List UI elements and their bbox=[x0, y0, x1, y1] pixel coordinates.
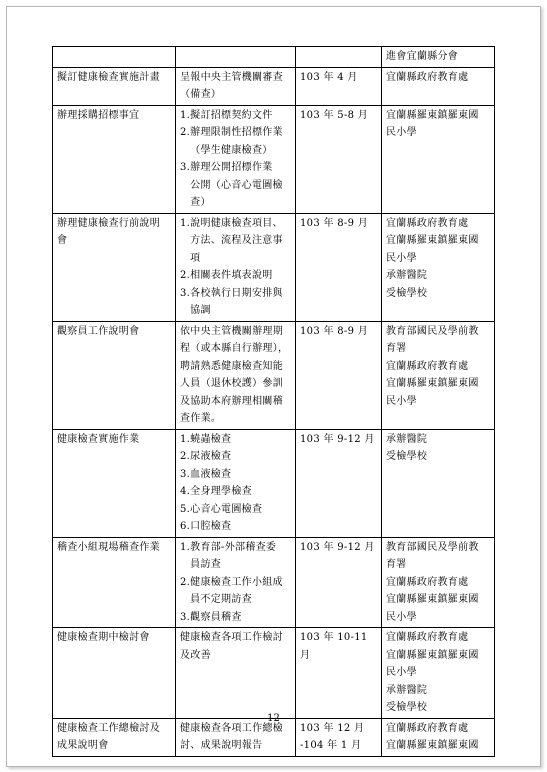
list-item-text bbox=[190, 267, 291, 285]
period-cell-line: 103 年 9-12 月 bbox=[300, 433, 375, 445]
units-cell-line: 受檢學校 bbox=[386, 451, 428, 462]
units-cell-line: 宜蘭縣羅東鎮羅東國 bbox=[386, 109, 479, 121]
units-cell-line: 承辦醫院 bbox=[386, 684, 428, 696]
list-item-line: 觀察員稽查 bbox=[190, 611, 242, 623]
content-list-item bbox=[180, 215, 291, 268]
table-row bbox=[53, 537, 495, 628]
list-item-text bbox=[190, 285, 291, 320]
task-cell bbox=[53, 67, 176, 105]
content-line: 查作業。 bbox=[180, 413, 222, 424]
list-item-line: 辦理公開招標作業 bbox=[190, 162, 273, 173]
content-line: 呈報中央主管機關審查 bbox=[180, 71, 283, 83]
content-list-item bbox=[180, 466, 291, 484]
list-item-number: 2. bbox=[180, 127, 191, 138]
table-row bbox=[53, 105, 495, 213]
content-list-item bbox=[180, 124, 291, 159]
list-item-number: 3. bbox=[180, 468, 191, 480]
period-cell bbox=[296, 213, 382, 321]
task-cell-line: 會 bbox=[57, 235, 68, 246]
units-cell bbox=[382, 429, 495, 537]
task-cell-line: 稽查小組現場稽查作業 bbox=[57, 541, 160, 553]
units-cell-line: 教育部國民及學前教 bbox=[386, 325, 479, 337]
list-item-line: 健康檢查工作小組成 bbox=[190, 576, 283, 588]
list-item-line: 教育部-外部稽查委 bbox=[190, 541, 277, 553]
units-cell-line: 宜蘭縣政府教育處 bbox=[386, 632, 469, 643]
content-list-item bbox=[180, 107, 291, 125]
content-line: 健康檢查各項工作總檢 bbox=[180, 722, 283, 734]
list-item-line: 方法、流程及注意事 bbox=[190, 235, 283, 246]
list-item-line: 擬訂招標契約文件 bbox=[190, 109, 273, 121]
list-item-line: 口腔檢查 bbox=[190, 521, 232, 532]
table-row bbox=[53, 429, 495, 537]
units-cell-line: 育署 bbox=[386, 343, 407, 354]
list-item-line: 尿液檢查 bbox=[190, 451, 232, 462]
period-cell-line: 103 年 4 月 bbox=[300, 71, 358, 83]
units-cell-line: 教育部國民及學前教 bbox=[386, 541, 479, 553]
units-cell-line: 民小學 bbox=[386, 395, 417, 407]
units-cell bbox=[382, 67, 495, 105]
content-cell bbox=[176, 537, 296, 628]
task-cell-line: 觀察員工作說明會 bbox=[57, 325, 140, 337]
content-list-item bbox=[180, 285, 291, 320]
units-cell-line: 宜蘭縣政府教育處 bbox=[386, 576, 469, 588]
units-cell-line: 宜蘭縣羅東鎮羅東國 bbox=[386, 740, 479, 751]
units-cell-line: 育署 bbox=[386, 559, 407, 570]
content-list-item bbox=[180, 448, 291, 466]
period-cell bbox=[296, 105, 382, 213]
list-item-line: 辦理限制性招標作業 bbox=[190, 127, 283, 138]
units-cell bbox=[382, 537, 495, 628]
list-item-text bbox=[190, 574, 291, 609]
list-item-number: 3. bbox=[180, 287, 191, 299]
units-cell-line: 宜蘭縣政府教育處 bbox=[386, 722, 469, 734]
content-line: 健康檢查各項工作檢討 bbox=[180, 632, 283, 643]
list-item-text bbox=[190, 501, 291, 519]
list-item-text bbox=[190, 431, 291, 449]
content-line: 人員（退休校護）參訓 bbox=[180, 378, 283, 389]
list-item-text bbox=[190, 215, 291, 268]
units-cell-line: 民小學 bbox=[386, 611, 417, 623]
units-cell-line: 宜蘭縣政府教育處 bbox=[386, 360, 469, 372]
period-cell-line: 103 年 8-9 月 bbox=[300, 325, 369, 337]
list-item-line: 蟯蟲檢查 bbox=[190, 433, 232, 445]
content-line: 程（或本縣自行辦理）， bbox=[180, 343, 289, 354]
content-line: 討、成果說明報告 bbox=[180, 740, 263, 751]
list-item-number: 2. bbox=[180, 576, 191, 588]
content-list-item bbox=[180, 431, 291, 449]
units-cell bbox=[382, 213, 495, 321]
content-line: 聘請熟悉健康檢查知能 bbox=[180, 360, 283, 372]
list-item-number: 1. bbox=[180, 217, 191, 229]
task-cell bbox=[53, 429, 176, 537]
units-cell-line: 承辦醫院 bbox=[386, 270, 428, 281]
period-cell-line: 103 年 9-12 月 bbox=[300, 541, 375, 553]
list-item-number: 1. bbox=[180, 433, 191, 445]
page-number: 12 bbox=[267, 713, 280, 724]
units-cell bbox=[382, 321, 495, 429]
task-cell-line: 擬訂健康檢查實施計畫 bbox=[57, 71, 160, 83]
list-item-text bbox=[190, 124, 291, 159]
header-cell-units: 進會宜蘭縣分會 bbox=[382, 47, 495, 68]
list-item-text bbox=[190, 107, 291, 125]
list-item-line: 說明健康檢查項目、 bbox=[190, 217, 283, 229]
period-cell-line: 103 年 5-8 月 bbox=[300, 109, 369, 121]
list-item-line: 員不定期訪查 bbox=[190, 594, 252, 605]
units-cell-line: 受檢學校 bbox=[386, 287, 428, 299]
units-cell-line: 民小學 bbox=[386, 127, 417, 138]
content-cell bbox=[176, 213, 296, 321]
task-cell-line: 健康檢查工作總檢討及 bbox=[57, 722, 160, 734]
content-cell bbox=[176, 321, 296, 429]
content-line: （備查） bbox=[180, 89, 222, 100]
units-cell-line: 民小學 bbox=[386, 667, 417, 678]
units-cell-line: 承辦醫院 bbox=[386, 433, 428, 445]
table-row bbox=[53, 628, 495, 719]
content-line: 及協助本府辦理相關稽 bbox=[180, 395, 283, 407]
header-cell-content bbox=[176, 47, 296, 68]
task-cell bbox=[53, 105, 176, 213]
list-item-text bbox=[190, 448, 291, 466]
list-item-line: 血液檢查 bbox=[190, 468, 232, 480]
task-cell-line: 成果說明會 bbox=[57, 740, 109, 751]
units-cell-line: 宜蘭縣羅東鎮羅東國 bbox=[386, 649, 479, 661]
content-cell bbox=[176, 67, 296, 105]
units-cell bbox=[382, 628, 495, 719]
task-cell-line: 辦理採購招標事宜 bbox=[57, 109, 140, 121]
content-cell bbox=[176, 628, 296, 719]
content-cell bbox=[176, 429, 296, 537]
list-item-number: 5. bbox=[180, 503, 191, 515]
content-line: 及改善 bbox=[180, 649, 211, 661]
table-row bbox=[53, 213, 495, 321]
list-item-number: 4. bbox=[180, 486, 191, 497]
header-cell-task bbox=[53, 47, 176, 68]
period-cell bbox=[296, 429, 382, 537]
units-cell-line: 宜蘭縣羅東鎮羅東國 bbox=[386, 594, 479, 605]
table-row bbox=[53, 67, 495, 105]
list-item-line: 相關表件填表說明 bbox=[190, 270, 273, 281]
units-cell-line: 宜蘭縣政府教育處 bbox=[386, 217, 469, 229]
units-cell-line: 民小學 bbox=[386, 252, 417, 264]
list-item-number: 2. bbox=[180, 451, 191, 462]
table-row bbox=[53, 321, 495, 429]
content-list-item bbox=[180, 267, 291, 285]
units-cell bbox=[382, 105, 495, 213]
units-cell-line: 受檢學校 bbox=[386, 702, 428, 713]
content-list-item bbox=[180, 518, 291, 536]
content-list-item bbox=[180, 539, 291, 574]
list-item-text bbox=[190, 159, 291, 212]
units-cell-line: 宜蘭縣羅東鎮羅東國 bbox=[386, 378, 479, 389]
list-item-number: 6. bbox=[180, 521, 191, 532]
list-item-text bbox=[190, 466, 291, 484]
list-item-line: 心音心電圖檢查 bbox=[190, 503, 263, 515]
list-item-number: 1. bbox=[180, 109, 191, 121]
list-item-line: 全身理學檢查 bbox=[190, 486, 252, 497]
list-item-number: 1. bbox=[180, 541, 191, 553]
task-cell bbox=[53, 628, 176, 719]
period-cell bbox=[296, 321, 382, 429]
list-item-number: 2. bbox=[180, 270, 191, 281]
task-cell-line: 健康檢查期中檢討會 bbox=[57, 632, 150, 643]
units-cell-line: 宜蘭縣羅東鎮羅東國 bbox=[386, 235, 479, 246]
list-item-line: 項 bbox=[190, 252, 201, 264]
content-list-item bbox=[180, 574, 291, 609]
list-item-number: 3. bbox=[180, 162, 191, 173]
content-line: 依中央主管機關辦理期 bbox=[180, 325, 283, 337]
period-cell bbox=[296, 628, 382, 719]
period-cell-line: 103 年 10-11 月 bbox=[300, 632, 368, 661]
schedule-table bbox=[52, 46, 495, 757]
task-cell-line: 健康檢查實施作業 bbox=[57, 433, 140, 445]
list-item-line: 各校執行日期安排與 bbox=[190, 287, 283, 299]
content-list-item bbox=[180, 501, 291, 519]
list-item-line: 員訪查 bbox=[190, 559, 222, 570]
list-item-text bbox=[190, 539, 291, 574]
period-cell bbox=[296, 67, 382, 105]
content-cell bbox=[176, 105, 296, 213]
task-cell-line: 辦理健康檢查行前說明 bbox=[57, 217, 160, 229]
task-cell bbox=[53, 537, 176, 628]
list-item-line: 公開（心音心電圖檢 bbox=[190, 179, 283, 191]
list-item-text bbox=[190, 609, 291, 627]
list-item-number: 3. bbox=[180, 611, 191, 623]
table-header-row bbox=[53, 47, 495, 68]
list-item-line: 協調 bbox=[190, 305, 211, 316]
period-cell-line: 103 年 8-9 月 bbox=[300, 217, 369, 229]
content-list-item bbox=[180, 159, 291, 212]
task-cell bbox=[53, 321, 176, 429]
period-cell-line: 103 年 12 月 bbox=[300, 722, 365, 734]
list-item-text bbox=[190, 483, 291, 501]
units-cell-line: 宜蘭縣政府教育處 bbox=[386, 71, 469, 83]
header-cell-period bbox=[296, 47, 382, 68]
list-item-line: （學生健康檢查） bbox=[190, 144, 273, 156]
list-item-text bbox=[190, 518, 291, 536]
content-list-item bbox=[180, 609, 291, 627]
task-cell bbox=[53, 213, 176, 321]
period-cell-line: -104 年 1 月 bbox=[300, 740, 362, 751]
period-cell bbox=[296, 537, 382, 628]
content-list-item bbox=[180, 483, 291, 501]
list-item-line: 查） bbox=[190, 197, 211, 208]
